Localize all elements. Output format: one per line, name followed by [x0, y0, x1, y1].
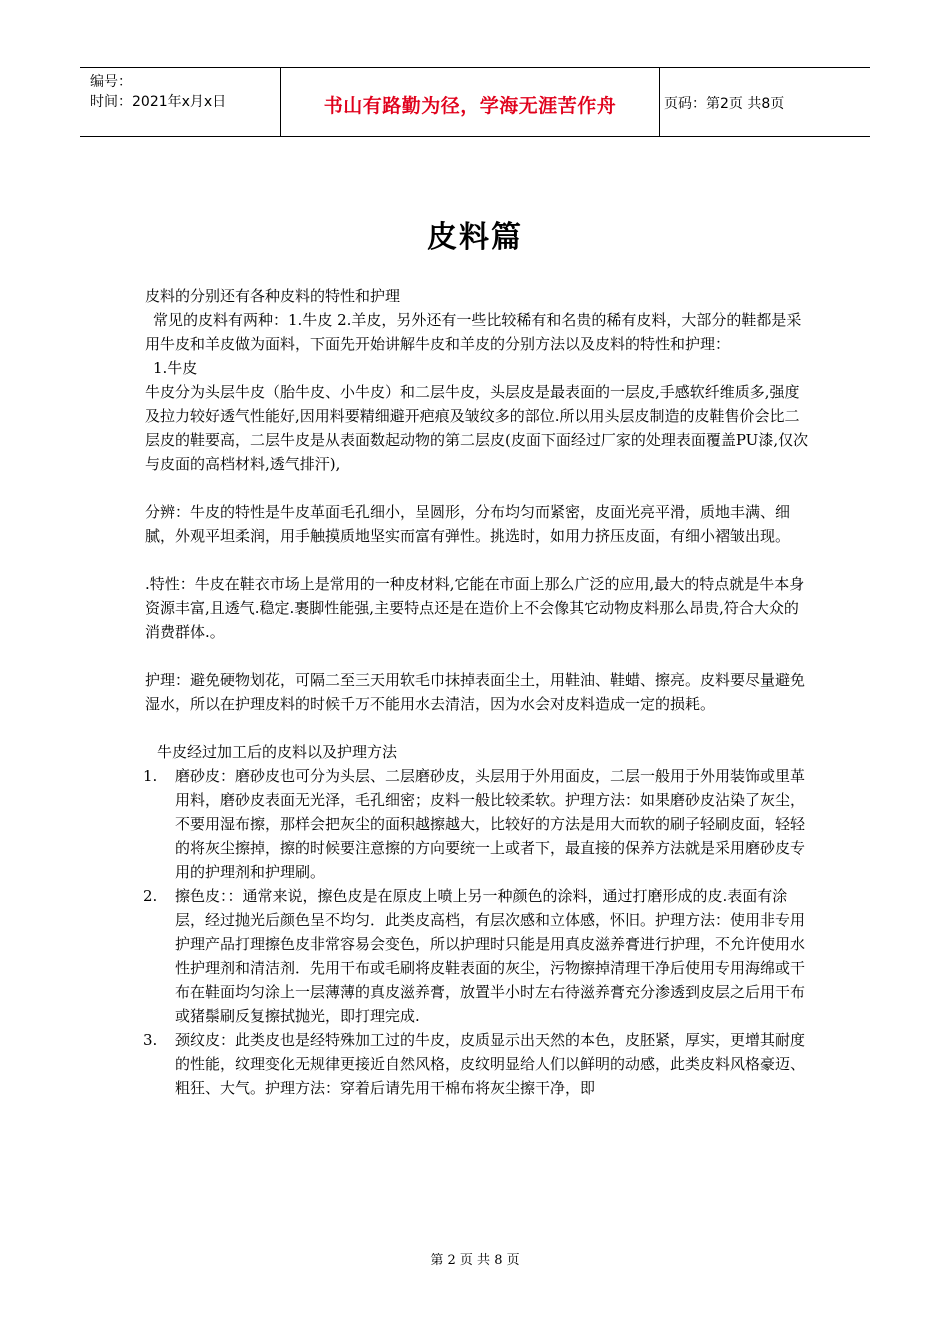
list-item — [145, 1028, 810, 1100]
list-number: 1. — [143, 767, 158, 785]
page-footer: 第 2 页 共 8 页 — [430, 1253, 520, 1268]
list-item — [145, 764, 810, 884]
document-title: 皮料篇 — [427, 220, 523, 255]
processed-leathers-heading: 牛皮经过加工后的皮料以及护理方法 — [157, 743, 398, 761]
time-label: 时间：2021年x月x日 — [90, 94, 227, 110]
list-text: 颈纹皮：此类皮也是经特殊加工过的牛皮，皮质显示出天然的本色，皮胚紧，厚实，更增其耐度的性能，纹理变化无规律更接近自然风格，皮纹明显给人们以鲜明的动感，此类皮料风格豪迈、粗狂、大气。护理方法：穿着后请先用干棉布将灰尘擦干净，即 — [175, 1031, 806, 1097]
section-heading-cowhide: 1.牛皮 — [153, 359, 198, 377]
list-number: 2. — [143, 887, 158, 905]
motto-cell — [281, 68, 660, 136]
header-info-cell — [80, 68, 281, 136]
list-item — [145, 884, 810, 1028]
list-text: 擦色皮：：通常来说，擦色皮是在原皮上喷上另一种颜色的涂料，通过打磨形成的皮.表面有涂层，经过抛光后颜色呈不均匀．此类皮高档，有层次感和立体感，怀旧。护理方法：使用非专用护理产品打理擦色皮非常容易会变色，所以护理时只能是用真皮滋养膏进行护理，不允许使用水性护理剂和清洁剂．先用干布或毛刷将皮鞋表面的灰尘，污物擦掉清理干净后使用专用海绵或干布在鞋面均匀涂上一层薄薄的真皮滋养膏，放置半小时左右待滋养膏充分渗透到皮层之后用干布或猪鬃刷反复擦拭抛光，即打理完成. — [175, 887, 806, 1025]
page-number-label: 页码：第2页 共8页 — [664, 96, 785, 112]
intro-line: 皮料的分别还有各种皮料的特性和护理 — [145, 287, 401, 305]
code-label: 编号： — [90, 74, 132, 90]
document-body — [145, 284, 810, 1100]
motto-text: 书山有路勤为径，学海无涯苦作舟 — [323, 95, 617, 117]
paragraph-identification: 分辨：牛皮的特性是牛皮革面毛孔细小，呈圆形，分布均匀而紧密，皮面光亮平滑，质地丰满、细腻，外观平坦柔润，用手触摸质地坚实而富有弹性。挑选时，如用力挤压皮面，有细小褶皱出现。 — [145, 503, 791, 545]
list-text: 磨砂皮：磨砂皮也可分为头层、二层磨砂皮，头层用于外用面皮，二层一般用于外用装饰或里革用料，磨砂皮表面无光泽，毛孔细密；皮料一般比较柔软。护理方法：如果磨砂皮沾染了灰尘，不要用湿布擦，那样会把灰尘的面积越擦越大，比较好的方法是用大而软的刷子轻刷皮面，轻轻的将灰尘擦掉，擦的时候要注意擦的方向要统一上或者下，最直接的保养方法就是采用磨砂皮专用的护理剂和护理刷。 — [175, 767, 806, 881]
list-number: 3. — [143, 1031, 158, 1049]
page-header — [80, 67, 870, 137]
paragraph-common-leathers: 常见的皮料有两种：1.牛皮 2.羊皮，另外还有一些比较稀有和名贵的稀有皮料，大部分的鞋都是采用牛皮和羊皮做为面料，下面先开始讲解牛皮和羊皮的分别方法以及皮料的特性和护理： — [145, 311, 802, 353]
paragraph-properties: .特性：牛皮在鞋衣市场上是常用的一种皮材料,它能在市面上那么广泛的应用,最大的特点就是牛本身资源丰富,且透气.稳定.裹脚性能强,主要特点还是在造价上不会像其它动物皮料那么昂贵,符合大众的消费群体.。 — [145, 575, 805, 641]
paragraph-cowhide-layers: 牛皮分为头层牛皮（胎牛皮、小牛皮）和二层牛皮，头层皮是最表面的一层皮,手感软纤维质多,强度及拉力较好透气性能好,因用料要精细避开疤痕及皱纹多的部位.所以用头层皮制造的皮鞋售价会比二层皮的鞋要高，二层牛皮是从表面数起动物的第二层皮(皮面下面经过厂家的处理表面覆盖PU漆,仅次与皮面的高档材料,透气排汗), — [145, 383, 809, 473]
paragraph-care: 护理：避免硬物划花，可隔二至三天用软毛巾抹掉表面尘土，用鞋油、鞋蜡、擦亮。皮料要尽量避免湿水，所以在护理皮料的时候千万不能用水去清洁，因为水会对皮料造成一定的损耗。 — [145, 671, 806, 713]
